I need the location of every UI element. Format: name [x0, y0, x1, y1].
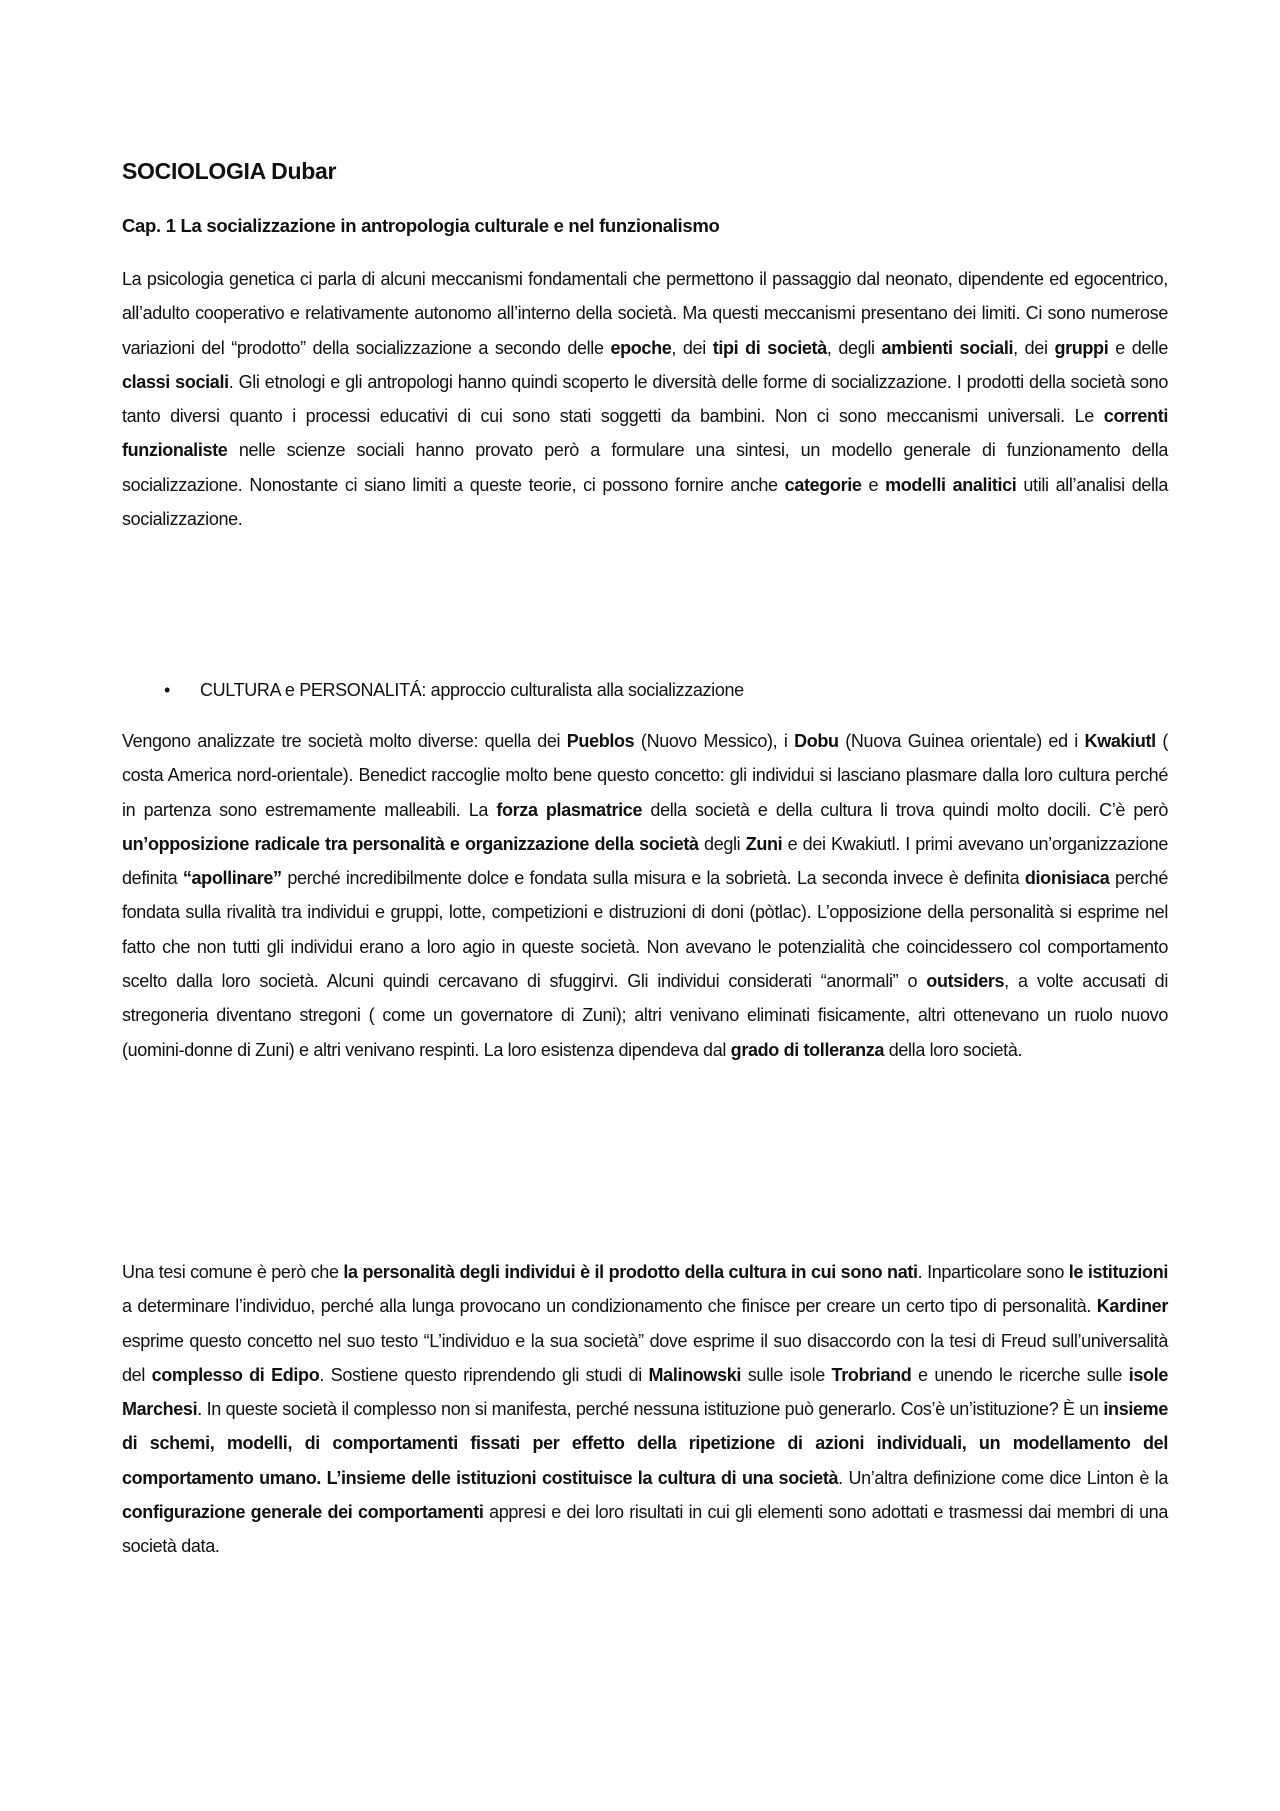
- paragraph-intro: [122, 262, 1168, 536]
- text-run: utili all’analisi della socializzazione.: [122, 474, 1168, 530]
- text-run: , a volte accusati di stregoneria diventano stregoni ( come un governatore di Zuni); altri venivano eliminati fisicamente, altri ottenevano un ruolo nuovo (uomini-donne di Zuni) e altri venivano respinti. La loro esistenza dipendeva dal: [122, 971, 1168, 1060]
- bold-text-run: isole Marchesi: [122, 1364, 1169, 1420]
- bold-text-run: configurazione generale dei comportamenti: [122, 1502, 484, 1523]
- bold-text-run: correnti funzionaliste: [122, 406, 1168, 461]
- text-run: (Nuova Guinea orientale) ed i: [838, 731, 1085, 751]
- bold-text-run: Zuni: [745, 833, 783, 854]
- bold-text-run: un’opposizione radicale tra personalità e organizzazione della società: [122, 833, 699, 854]
- text-run: . Inparticolare sono: [917, 1262, 1069, 1282]
- text-run: , dei: [671, 337, 713, 358]
- bold-text-run: dionisiaca: [1024, 868, 1110, 889]
- bold-text-run: Kwakiutl: [1084, 731, 1156, 751]
- bold-text-run: Malinowski: [648, 1364, 742, 1385]
- bold-text-run: tipi di società: [712, 337, 827, 358]
- text-run: perché fondata sulla rivalità tra individui e gruppi, lotte, competizioni e distruzioni di doni (pòtlac). L’opposizione della personalità si esprime nel fatto che non tutti gli individui erano a loro agio in queste società. Non avevano le potenzialità che coincidessero col comportamento scelto dalla loro società. Alcuni quindi cercavano di sfuggirvi. Gli individui considerati “anormali” o: [122, 868, 1168, 992]
- text-run: nelle scienze sociali hanno provato però a formulare una sintesi, un modello generale di funzionamento della socializzazione. Nonostante ci siano limiti a queste teorie, ci possono fornire anche: [122, 440, 1168, 495]
- bold-text-run: forza plasmatrice: [496, 799, 643, 820]
- text-run: . Sostiene questo riprendendo gli studi di: [319, 1364, 649, 1385]
- bold-text-run: Pueblos: [566, 731, 635, 751]
- bold-text-run: Trobriand: [831, 1364, 912, 1385]
- bold-text-run: modelli analitici: [885, 474, 1017, 495]
- text-run: e delle: [1108, 337, 1168, 358]
- bold-text-run: “apollinare”: [182, 868, 282, 889]
- bold-text-run: ambienti sociali: [881, 337, 1014, 358]
- text-run: , dei: [1013, 337, 1055, 358]
- bold-text-run: complesso di Edipo: [151, 1364, 320, 1385]
- bold-text-run: le istituzioni: [1068, 1262, 1168, 1282]
- text-run: perché incredibilmente dolce e fondata sulla misura e la sobrietà. La seconda invece è definita: [281, 868, 1025, 889]
- text-run: sulle isole: [741, 1364, 832, 1385]
- text-run: Una tesi comune è però che: [122, 1262, 344, 1282]
- text-run: degli: [698, 833, 746, 854]
- text-run: . In queste società il complesso non si manifesta, perché nessuna istituzione può generarlo. Cos’è un’istituzione? È un: [197, 1399, 1104, 1420]
- text-run: e: [861, 474, 886, 495]
- text-run: appresi e dei loro risultati in cui gli elementi sono adottati e trasmessi dai membri di una società data.: [122, 1502, 1168, 1557]
- text-run: La psicologia genetica ci parla di alcuni meccanismi fondamentali che permettono il passaggio dal neonato, dipendente ed egocentrico, all’adulto cooperativo e relativamente autonomo all’interno della società. Ma questi meccanismi presentano dei limiti. Ci sono numerose variazioni del “prodotto” della socializzazione a secondo delle: [122, 269, 1168, 358]
- text-run: a determinare l’individuo, perché alla lunga provocano un condizionamento che finisce per creare un certo tipo di personalità.: [122, 1296, 1097, 1317]
- text-run: della società e della cultura li trova quindi molto docili. C’è però: [642, 799, 1168, 820]
- text-run: (Nuovo Messico), i: [634, 731, 795, 751]
- bold-text-run: la personalità degli individui è il prodotto della cultura in cui sono nati: [343, 1262, 918, 1282]
- text-run: esprime questo concetto nel suo testo “L’individuo e la sua società” dove esprime il suo disaccordo con la tesi di Freud sull’universalità del: [122, 1330, 1168, 1385]
- text-run: . Gli etnologi e gli antropologi hanno quindi scoperto le diversità delle forme di socializzazione. I prodotti della società sono tanto diversi quanto i processi educativi di cui sono stati soggetti da bambini. Non ci sono meccanismi universali. Le: [122, 371, 1168, 427]
- bold-text-run: gruppi: [1054, 337, 1109, 358]
- bold-text-run: epoche: [610, 337, 672, 358]
- text-run: e unendo le ricerche sulle: [911, 1364, 1129, 1385]
- bold-text-run: outsiders: [926, 971, 1005, 992]
- bold-text-run: categorie: [784, 474, 862, 495]
- text-run: , degli: [826, 337, 882, 358]
- text-run: e dei Kwakiutl. I primi avevano un’organizzazione definita: [122, 833, 1169, 889]
- bullet-text: CULTURA e PERSONALITÁ: approccio culturalista alla socializzazione: [200, 680, 744, 700]
- bullet-icon: •: [164, 680, 170, 700]
- bold-text-run: Dobu: [794, 731, 839, 751]
- chapter-heading: Cap. 1 La socializzazione in antropologia culturale e nel funzionalismo: [122, 215, 720, 236]
- paragraph-institutions: [122, 1255, 1168, 1564]
- bold-text-run: classi sociali: [122, 371, 229, 392]
- text-run: della loro società.: [884, 1039, 1023, 1060]
- bold-text-run: Kardiner: [1096, 1296, 1168, 1317]
- paragraph-culturalism: [122, 724, 1168, 1067]
- text-run: ( costa America nord-orientale). Benedict raccoglie molto bene questo concetto: gli individui si lasciano plasmare dalla loro cultura perché in partenza sono estremamente malleabili. La: [122, 731, 1168, 820]
- document-title: SOCIOLOGIA Dubar: [122, 158, 337, 184]
- bold-text-run: grado di tolleranza: [730, 1039, 885, 1060]
- text-run: . Un’altra definizione come dice Linton è la: [838, 1467, 1168, 1488]
- text-run: Vengono analizzate tre società molto diverse: quella dei: [122, 731, 567, 751]
- bold-text-run: insieme di schemi, modelli, di comportamenti fissati per effetto della ripetizione di azioni individuali, un modellamento del comportamento umano. L’insieme delle istituzioni costituisce la cultura di una società: [122, 1399, 1168, 1488]
